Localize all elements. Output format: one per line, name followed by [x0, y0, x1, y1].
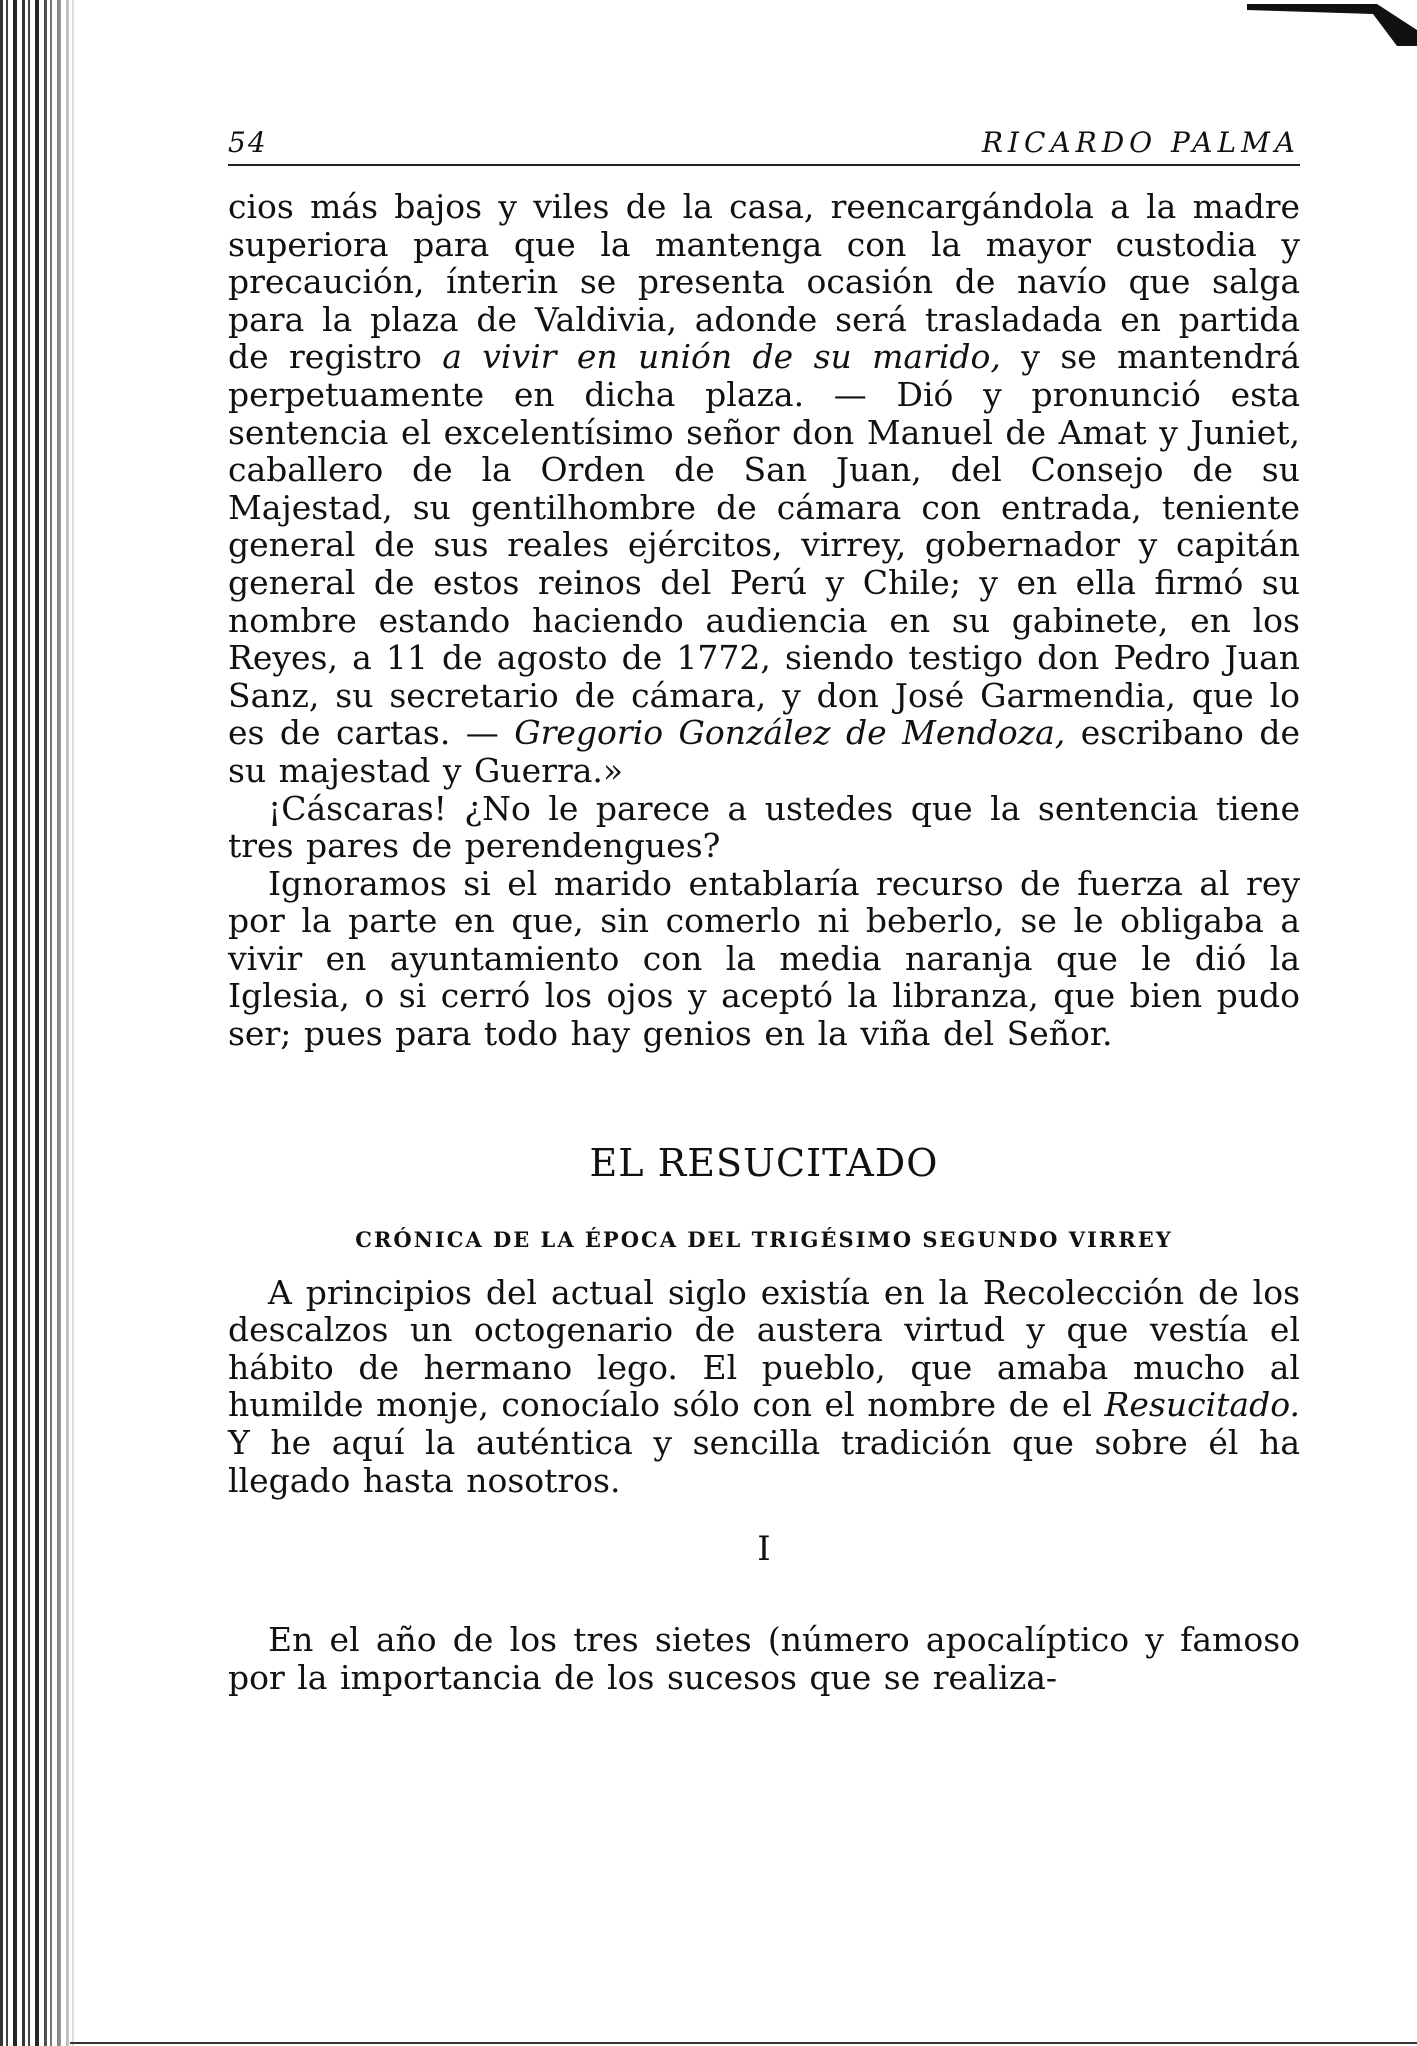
paragraph-intro — [228, 1274, 1300, 1500]
paragraph-closing: Ignoramos si el marido entablaría recurso de fuerza al rey por la parte en que, sin comerlo ni beberlo, se le obligaba a vivir en ayuntamiento con la media naranja que le dió la Iglesia, o si cerró los ojos y aceptó la libranza, que bien pudo ser; pues para todo hay genios en la viña del Señor. — [228, 863, 1300, 1054]
paragraph-exclamation: ¡Cáscaras! ¿No le parece a ustedes que la sentencia tiene tres pares de perendengues? — [228, 788, 1300, 866]
section-numeral: I — [757, 1529, 771, 1570]
previous-story-text — [228, 188, 1300, 1053]
intro-text: A principios del actual siglo existía en la Recolección de los descalzos un octogenario de austera virtud y que vestía el hábito de hermano lego. El pueblo, que amaba mucho al humilde monje, conocíalo sólo con el nombre de el — [228, 1272, 1300, 1425]
sentence-italic: a vivir en unión de su marido, — [442, 337, 1001, 377]
corner-scan-mark — [1247, 0, 1417, 46]
sentence-close: escribano de su majestad y Guerra.» — [228, 713, 1300, 790]
running-title: RICARDO PALMA — [981, 126, 1300, 159]
intro-italic: Resucitado. — [1104, 1385, 1300, 1425]
sentence-text: cios más bajos y viles de la casa, reencargándola a la madre superiora para que la mantenga con la mayor custodia y precaución, ínterin se presenta ocasión de navío que salga para la plaza de Valdivia, adonde será trasladada en partida de registro — [228, 187, 1300, 377]
paragraph-section-one: En el año de los tres sietes (número apocalíptico y famoso por la importancia de los sucesos que se realiza- — [228, 1620, 1300, 1697]
section-body — [228, 1621, 1300, 1696]
page-number: 54 — [228, 126, 268, 159]
running-header — [228, 120, 1300, 166]
intro-text-end: Y he aquí la auténtica y sencilla tradición que sobre él ha llegado hasta nosotros. — [228, 1423, 1300, 1500]
binding-shadow — [40, 0, 80, 2046]
book-page — [228, 120, 1300, 1696]
signer-name: Gregorio González de Mendoza, — [514, 713, 1066, 753]
chapter-subtitle: CRÓNICA DE LA ÉPOCA DEL TRIGÉSIMO SEGUNDO VIRREY — [355, 1226, 1173, 1252]
sentence-text-continued: y se mantendrá perpetuamente en dicha plaza. — Dió y pronunció esta sentencia el excelentísimo señor don Manuel de Amat y Juniet, caballero de la Orden de San Juan, del Consejo de su Majestad, su gentilhombre de cámara con entrada, teniente general de sus reales ejércitos, virrey, gobernador y capitán general de estos reinos del Perú y Chile; y en ella firmó su nombre estando haciendo audiencia en su gabinete, en los Reyes, a 11 de agosto de 1772, siendo testigo don Pedro Juan Sanz, su secretario de cámara, y don José Garmendia, que lo es de cartas. — — [228, 337, 1300, 753]
paragraph-sentence — [228, 188, 1300, 790]
bottom-scan-rule — [70, 2042, 1417, 2044]
chapter-title: EL RESUCITADO — [589, 1140, 939, 1185]
chapter-intro — [228, 1274, 1300, 1500]
